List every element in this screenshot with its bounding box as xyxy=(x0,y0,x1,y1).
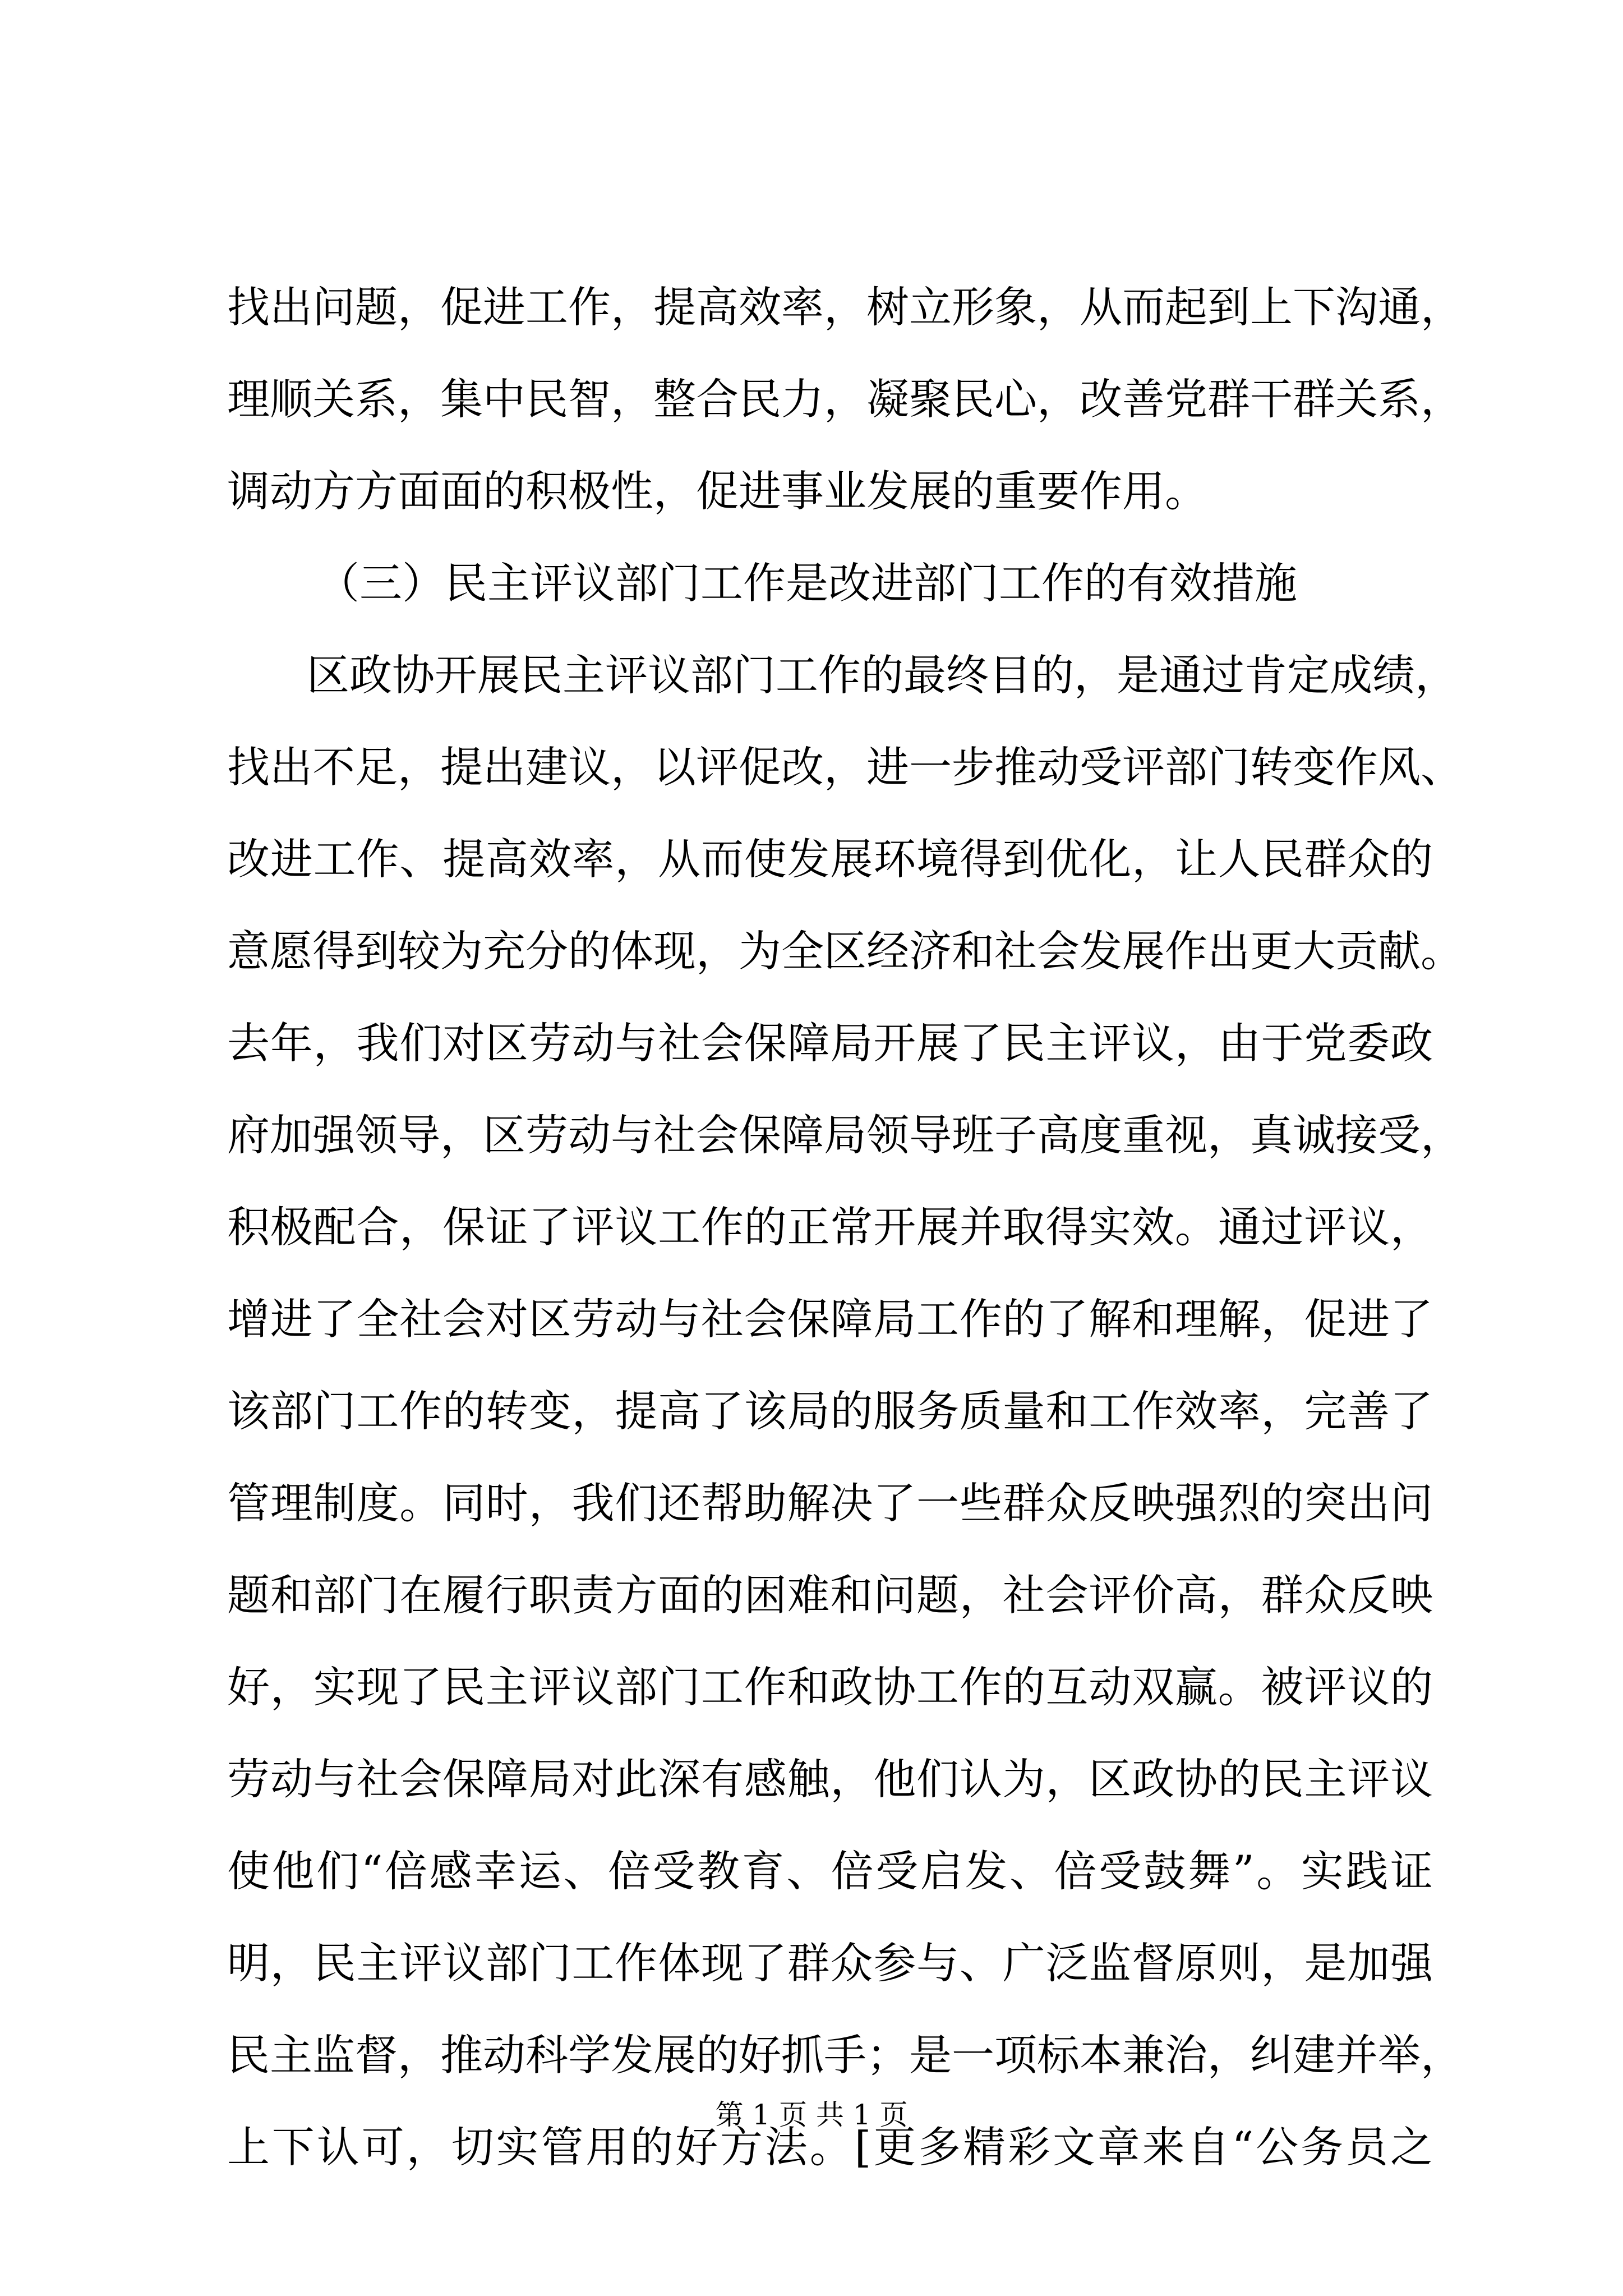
body-line-19: 明，民主评议部门工作体现了群众参与、广泛监督原则，是加强 xyxy=(227,1938,1433,1988)
body-line-17: 劳动与社会保障局对此深有感触，他们认为，区政协的民主评议 xyxy=(227,1754,1433,1804)
page-number-footer: 第 1 页 共 1 页 xyxy=(715,2099,908,2131)
body-line-8: 意愿得到较为充分的体现，为全区经济和社会发展作出更大贡献。 xyxy=(227,926,1463,976)
body-line-15: 题和部门在履行职责方面的困难和问题，社会评价高，群众反映 xyxy=(227,1570,1433,1620)
body-line-6: 找出不足，提出建议，以评促改，进一步推动受评部门转变作风、 xyxy=(227,742,1463,792)
body-line-16: 好，实现了民主评议部门工作和政协工作的互动双赢。被评议的 xyxy=(227,1662,1433,1712)
body-line-2: 理顺关系，集中民智，整合民力，凝聚民心，改善党群干群关系， xyxy=(227,374,1463,424)
body-line-5: 区政协开展民主评议部门工作的最终目的，是通过肯定成绩， xyxy=(307,650,1458,700)
body-line-20: 民主监督，推动科学发展的好抓手；是一项标本兼治，纠建并举， xyxy=(227,2030,1463,2080)
body-line-21: 上下认可，切实管用的好方法。[更多精彩文章来自“公务员之 xyxy=(227,2122,1433,2172)
body-line-13: 该部门工作的转变，提高了该局的服务质量和工作效率，完善了 xyxy=(227,1386,1433,1436)
body-line-11: 积极配合，保证了评议工作的正常开展并取得实效。通过评议， xyxy=(227,1202,1433,1252)
document-body xyxy=(227,261,1463,2193)
body-line-7: 改进工作、提高效率，从而使发展环境得到优化，让人民群众的 xyxy=(227,834,1433,884)
section-heading: （三）民主评议部门工作是改进部门工作的有效措施 xyxy=(317,558,1297,608)
body-line-14: 管理制度。同时，我们还帮助解决了一些群众反映强烈的突出问 xyxy=(227,1478,1433,1528)
body-line-3: 调动方方面面的积极性，促进事业发展的重要作用。 xyxy=(227,466,1207,516)
body-line-9: 去年，我们对区劳动与社会保障局开展了民主评议，由于党委政 xyxy=(227,1018,1433,1068)
body-line-10: 府加强领导，区劳动与社会保障局领导班子高度重视，真诚接受， xyxy=(227,1110,1463,1160)
body-line-1: 找出问题，促进工作，提高效率，树立形象，从而起到上下沟通， xyxy=(227,282,1463,332)
body-line-18: 使他们“倍感幸运、倍受教育、倍受启发、倍受鼓舞”。实践证 xyxy=(227,1846,1433,1896)
body-line-12: 增进了全社会对区劳动与社会保障局工作的了解和理解，促进了 xyxy=(227,1294,1433,1344)
